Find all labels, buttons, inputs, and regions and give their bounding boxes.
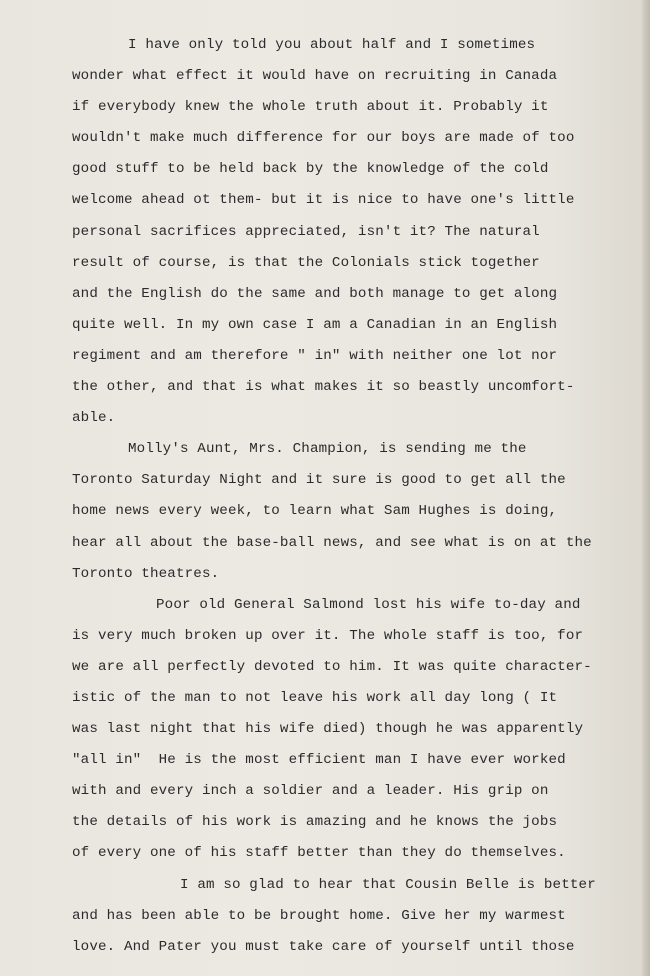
text-line: good stuff to be held back by the knowledge of the cold — [72, 161, 549, 178]
paragraph-first-line: Poor old General Salmond lost his wife to-day and — [156, 596, 581, 613]
text-line: was last night that his wife died) though he was apparently — [72, 721, 584, 738]
text-line: "all in" He is the most efficient man I have ever worked — [72, 752, 566, 769]
text-line: regiment and am therefore " in" with neither one lot nor — [72, 347, 558, 364]
text-line: home news every week, to learn what Sam Hughes is doing, — [72, 503, 558, 520]
text-line: hear all about the base-ball news, and see what is on at the — [72, 534, 592, 551]
text-line: we are all perfectly devoted to him. It was quite character- — [72, 658, 592, 675]
text-line: wonder what effect it would have on recruiting in Canada — [72, 68, 558, 85]
text-line: Toronto Saturday Night and it sure is good to get all the — [72, 472, 566, 489]
paragraph-first-line: I am so glad to hear that Cousin Belle is better — [180, 876, 596, 893]
text-line: welcome ahead ot them- but it is nice to have one's little — [72, 192, 575, 209]
text-line: the other, and that is what makes it so beastly uncomfort- — [72, 379, 575, 396]
text-line: Toronto theatres. — [72, 565, 220, 582]
text-line: love. And Pater you must take care of yourself until those — [72, 938, 575, 955]
text-line: of every one of his staff better than they do themselves. — [72, 845, 566, 862]
text-line: is very much broken up over it. The whole staff is too, for — [72, 627, 584, 644]
text-line: with and every inch a soldier and a leader. His grip on — [72, 783, 549, 800]
text-line: if everybody knew the whole truth about it. Probably it — [72, 99, 549, 116]
text-line: personal sacrifices appreciated, isn't it? The natural — [72, 223, 540, 240]
text-line: and has been able to be brought home. Give her my warmest — [72, 907, 566, 924]
letter-body — [72, 30, 642, 963]
page-edge — [642, 0, 650, 976]
paragraph-first-line: Molly's Aunt, Mrs. Champion, is sending me the — [128, 441, 527, 458]
text-line: result of course, is that the Colonials stick together — [72, 254, 540, 271]
text-line: wouldn't make much difference for our boys are made of too — [72, 130, 575, 147]
text-line: quite well. In my own case I am a Canadian in an English — [72, 316, 558, 333]
text-line: istic of the man to not leave his work all day long ( It — [72, 689, 558, 706]
text-line: and the English do the same and both manage to get along — [72, 285, 558, 302]
text-line: the details of his work is amazing and he knows the jobs — [72, 814, 558, 831]
paragraph-first-line: I have only told you about half and I sometimes — [128, 37, 536, 53]
text-line: able. — [72, 410, 116, 427]
